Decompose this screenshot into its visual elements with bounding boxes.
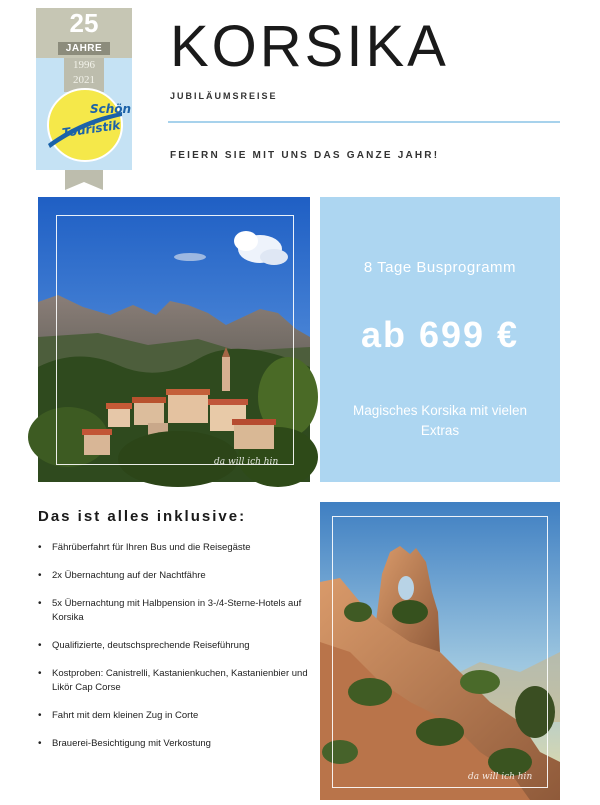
price-box — [320, 197, 560, 482]
list-item: • Brauerei-Besichtigung mit Verkostung — [38, 737, 308, 751]
page-subtitle: JUBILÄUMSREISE — [170, 91, 278, 101]
list-item: • 2x Übernachtung auf der Nachtfähre — [38, 569, 308, 583]
badge-header — [36, 8, 132, 58]
badge-year-start: 1996 — [73, 59, 95, 71]
village-mountain-photo — [38, 197, 310, 482]
page-title: KORSIKA — [170, 14, 449, 79]
badge-number: 25 — [69, 8, 99, 38]
photo-signature: da will ich hin — [214, 457, 279, 467]
page-tagline: FEIERN SIE MIT UNS DAS GANZE JAHR! — [170, 150, 440, 161]
list-item: • Qualifizierte, deutschsprechende Reiseführung — [38, 639, 308, 653]
tour-price: ab 699 € — [360, 314, 520, 355]
list-item: • Fahrt mit dem kleinen Zug in Corte — [38, 709, 308, 723]
photo-signature: da will ich hin — [468, 772, 533, 782]
badge-years — [64, 58, 104, 92]
rock-formation-photo — [320, 502, 560, 800]
badge-jahre-label: JAHRE — [58, 42, 110, 55]
tour-description: Magisches Korsika mit vielen Extras — [352, 403, 528, 438]
logo-text-schoen: Schön — [90, 102, 132, 116]
list-item: • 5x Übernachtung mit Halbpension in 3-/4-Sterne-Hotels auf Korsika — [38, 597, 308, 625]
anniversary-badge — [36, 8, 132, 188]
list-item: • Fährüberfahrt für Ihren Bus und die Reisegäste — [38, 541, 308, 555]
logo-text-touristik: Touristik — [61, 117, 122, 140]
badge-year-end: 2021 — [73, 74, 95, 86]
photo-frame — [56, 215, 294, 465]
inclusive-list — [38, 541, 308, 765]
inclusive-heading: Das ist alles inklusive: — [38, 508, 247, 525]
photo-frame — [332, 516, 548, 788]
tour-duration: 8 Tage Busprogramm — [363, 259, 517, 276]
schoen-touristik-logo — [44, 88, 132, 164]
badge-ribbon — [65, 170, 103, 190]
list-item: • Kostproben: Canistrelli, Kastanienkuchen, Kastanienbier und Likör Cap Corse — [38, 667, 308, 695]
header-divider — [168, 121, 560, 123]
